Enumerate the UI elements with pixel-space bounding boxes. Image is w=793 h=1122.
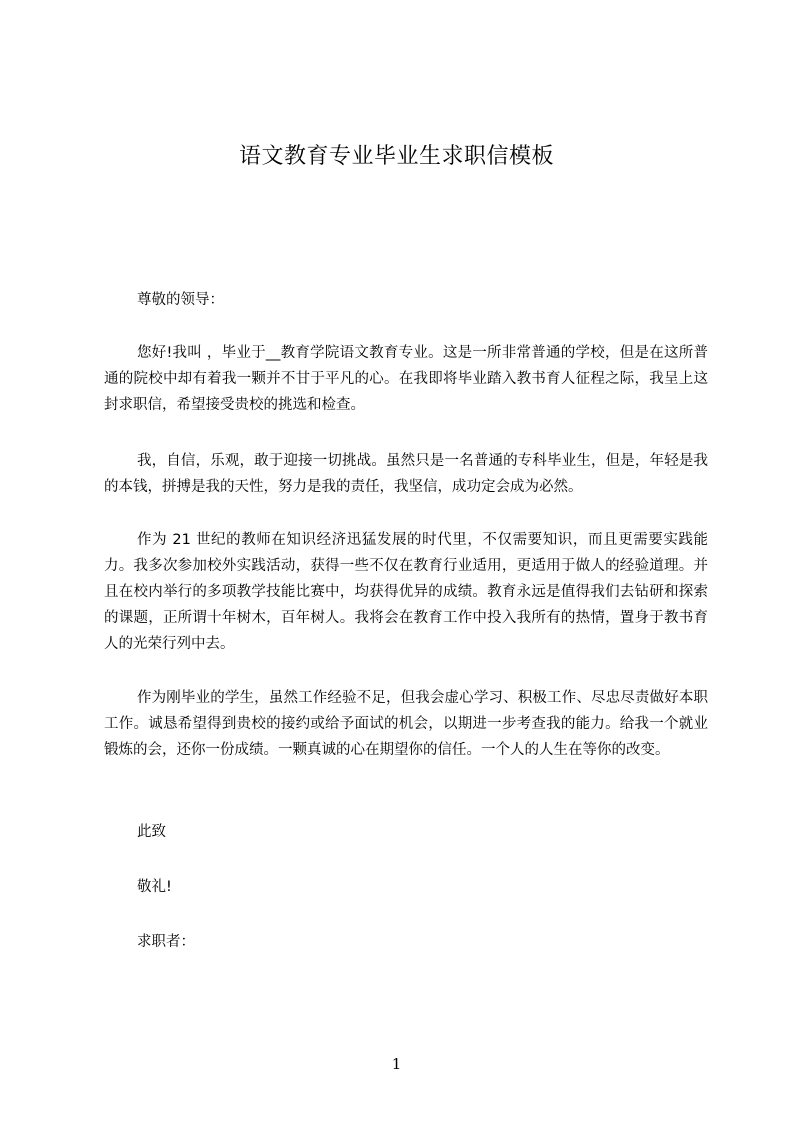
page-number: 1 — [391, 1055, 402, 1073]
closing-regards: 此致 — [137, 824, 166, 840]
paragraph-request: 作为刚毕业的学生，虽然工作经验不足，但我会虚心学习、积极工作、尽忠尽责做好本职工作。诚恳希望得到贵校的接约或给予面试的机会，以期进一步考查我的能力。给我一个就业锻炼的会，还你一份成绩。一颗真诚的心在期望你的信任。一个人的人生在等你的改变。 — [104, 690, 708, 758]
paragraph-experience: 作为 21 世纪的教师在知识经济迅猛发展的时代里，不仅需要知识，而且更需要实践能力。我多次参加校外实践活动，获得一些不仅在教育行业适用，更适用于做人的经验道理。并且在校内举行的多项教学技能比赛中，均获得优异的成绩。教育永远是值得我们去钻研和探索的课题，正所谓十年树木，百年树人。我将会在教育工作中投入我所有的热情，置身于教书育人的光荣行列中去。 — [104, 532, 708, 652]
closing-salute: 敬礼! — [137, 879, 172, 895]
paragraph-introduction: 您好!我叫 ，毕业于__教育学院语文教育专业。这是一所非常普通的学校，但是在这所普通的院校中却有着我一颗并不甘于平凡的心。在我即将毕业踏入教书育人征程之际，我呈上这封求职信，希望接受贵校的挑选和检查。 — [104, 345, 708, 413]
page-title: 语文教育专业毕业生求职信模板 — [238, 144, 554, 169]
salutation: 尊敬的领导： — [137, 292, 224, 308]
signature-label: 求职者： — [137, 934, 195, 950]
paragraph-personality: 我，自信，乐观，敢于迎接一切挑战。虽然只是一名普通的专科毕业生，但是，年轻是我的本钱，拼搏是我的天性，努力是我的责任，我坚信，成功定会成为必然。 — [104, 453, 708, 495]
